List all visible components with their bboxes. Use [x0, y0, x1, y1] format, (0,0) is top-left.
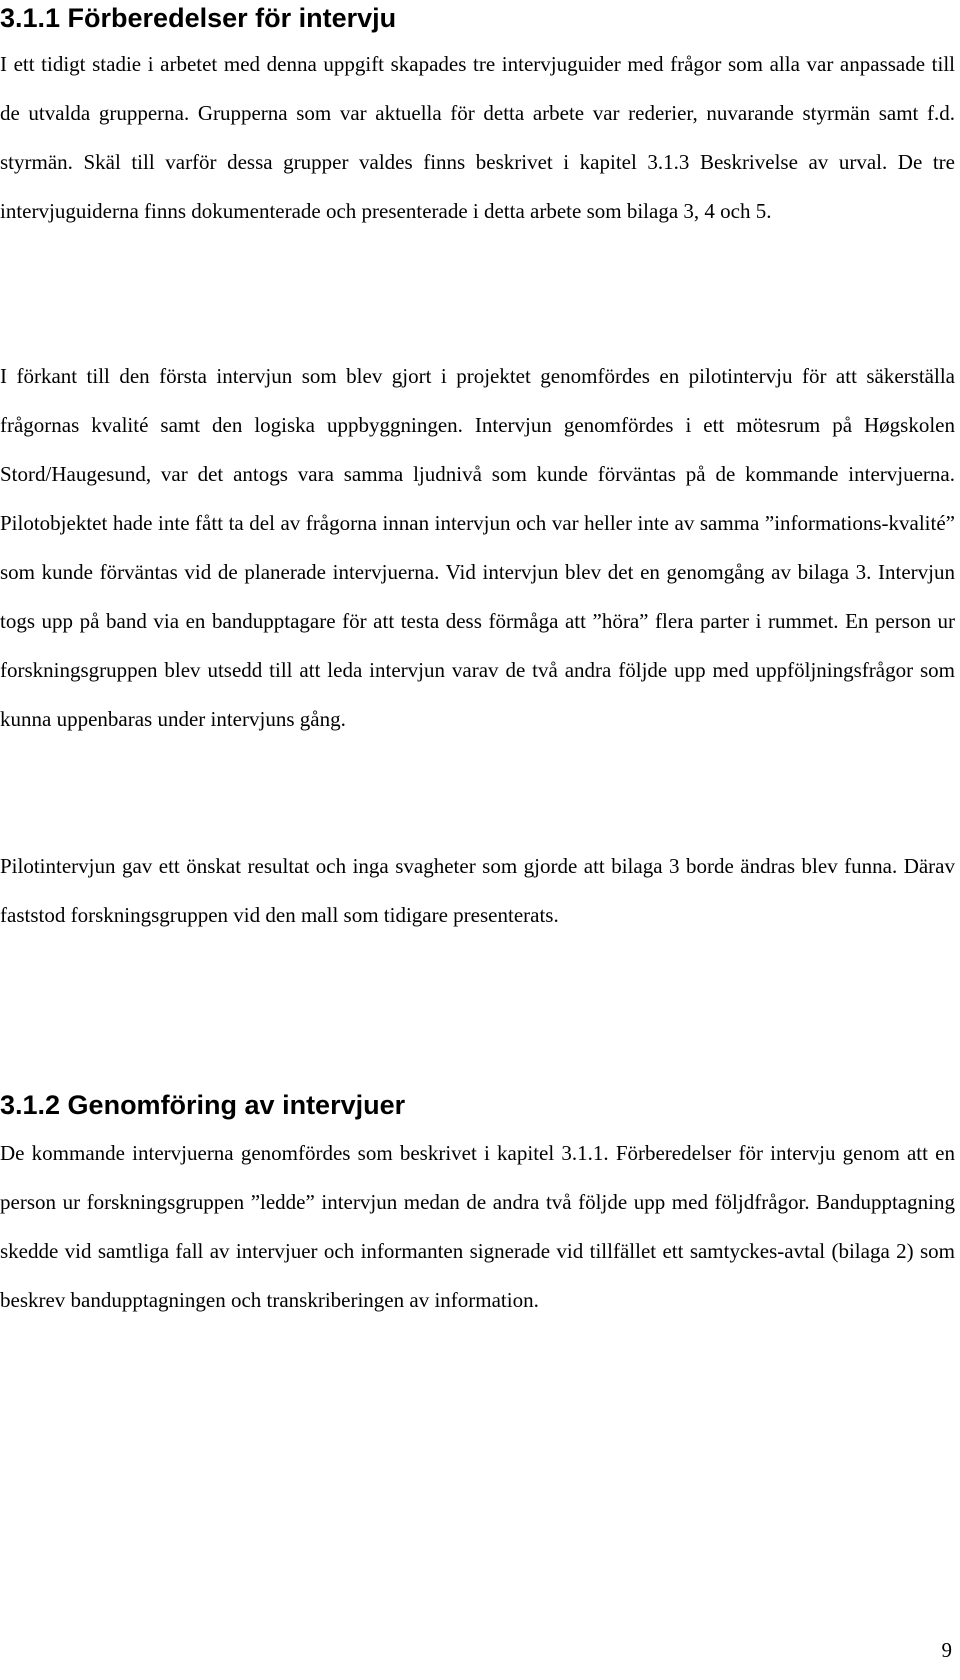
section-heading-forberedelser: 3.1.1 Förberedelser för intervju [0, 3, 397, 33]
section-heading-genomforing: 3.1.2 Genomföring av intervjuer [0, 1090, 406, 1120]
paragraph-pilotintervju: I förkant till den första intervjun som blev gjort i projektet genomfördes en pilotintervju för att säkerställa frågornas kvalité samt den logiska uppbyggningen. Intervjun genomfördes i ett mötesrum på Høgskolen Stord/Haugesund, var det antogs vara samma ljudnivå som kunde förväntas på de kommande intervjuerna. Pilotobjektet hade inte fått ta del av frågorna innan intervjun och var heller inte av samma ”informations-kvalité” som kunde förväntas vid de planerade intervjuerna. Vid intervjun blev det en genomgång av bilaga 3. Intervjun togs upp på band via en bandupptagare för att testa dess förmåga att ”höra” flera parter i rummet. En person ur forskningsgruppen blev utsedd till att leda intervjun varav de två andra följde upp med uppföljningsfrågor som kunna uppenbaras under intervjuns gång. [0, 364, 955, 731]
page-number: 9 [941, 1638, 952, 1662]
paragraph-pilotintervju-resultat: Pilotintervjun gav ett önskat resultat och inga svagheter som gjorde att bilaga 3 borde ändras blev funna. Därav faststod forskningsgruppen vid den mall som tidigare presenterats. [0, 854, 955, 927]
paragraph-intervjuguider: I ett tidigt stadie i arbetet med denna uppgift skapades tre intervjuguider med frågor som alla var anpassade till de utvalda grupperna. Grupperna som var aktuella för detta arbete var rederier, nuvarande styrmän samt f.d. styrmän. Skäl till varför dessa grupper valdes finns beskrivet i kapitel 3.1.3 Beskrivelse av urval. De tre intervjuguiderna finns dokumenterade och presenterade i detta arbete som bilaga 3, 4 och 5. [0, 52, 955, 223]
paragraph-genomforing: De kommande intervjuerna genomfördes som beskrivet i kapitel 3.1.1. Förberedelser för intervju genom att en person ur forskningsgruppen ”ledde” intervjun medan de andra två följde upp med följdfrågor. Bandupptagning skedde vid samtliga fall av intervjuer och informanten signerade vid tillfället ett samtyckes-avtal (bilaga 2) som beskrev bandupptagningen och transkriberingen av information. [0, 1141, 955, 1312]
